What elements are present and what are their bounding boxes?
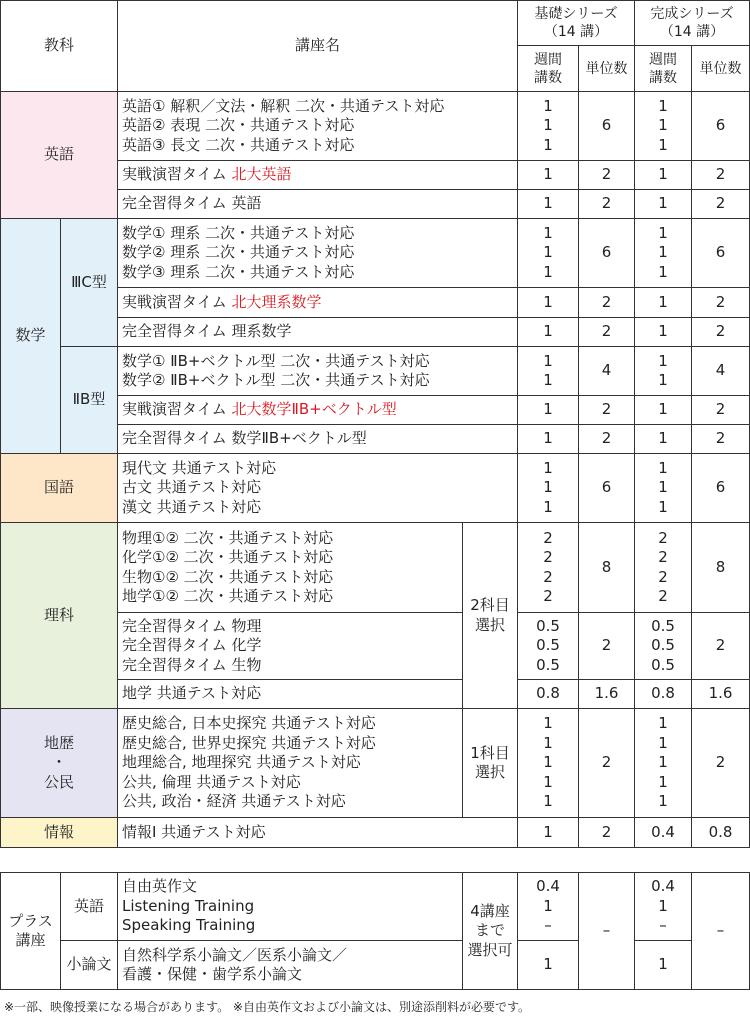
english-basic-credits: 6 xyxy=(579,92,635,161)
math-iiic-mastery: 完全習得タイム 理系数学 xyxy=(118,318,518,347)
plus-english-complete-weekly: 0.4 1 – xyxy=(635,873,692,941)
japanese-basic-credits: 6 xyxy=(579,454,635,523)
english-complete-weekly: 1 1 1 xyxy=(635,92,692,161)
math-iib-mastery: 完全習得タイム 数学ⅡB+ベクトル型 xyxy=(118,425,518,454)
info-complete-weekly: 0.4 xyxy=(635,818,692,848)
math-iiic-basic-credits: 6 xyxy=(579,219,635,288)
japanese-basic-weekly: 1 1 1 xyxy=(518,454,579,523)
math-type-iib: ⅡB型 xyxy=(61,347,118,454)
english-mastery: 完全習得タイム 英語 xyxy=(118,190,518,219)
subject-math: 数学 xyxy=(1,219,61,454)
science-basic-weekly: 2 2 2 2 xyxy=(518,523,579,613)
social-basic-credits: 2 xyxy=(579,709,635,818)
math-iiic-mastery-basic-credits: 2 xyxy=(579,318,635,347)
science-mastery-courses: 完全習得タイム 物理 完全習得タイム 化学 完全習得タイム 生物 xyxy=(118,613,463,680)
subject-info: 情報 xyxy=(1,818,118,848)
math-iiic-practice-complete-credits: 2 xyxy=(692,288,750,318)
japanese-courses: 現代文 共通テスト対応 古文 共通テスト対応 漢文 共通テスト対応 xyxy=(118,454,518,523)
science-complete-weekly: 2 2 2 2 xyxy=(635,523,692,613)
math-iib-basic-weekly: 1 1 xyxy=(518,347,579,396)
math-iib-courses: 数学① ⅡB+ベクトル型 二次・共通テスト対応 数学② ⅡB+ベクトル型 二次・共通テスト対応 xyxy=(118,347,518,396)
english-mastery-basic-weekly: 1 xyxy=(518,190,579,219)
social-courses: 歴史総合, 日本史探究 共通テスト対応 歴史総合, 世界史探究 共通テスト対応 地理総合, 地理探究 共通テスト対応 公共, 倫理 共通テスト対応 公共, 政治・経済 共通テスト対応 xyxy=(118,709,463,818)
math-type-iiic: ⅢC型 xyxy=(61,219,118,347)
math-iiic-practice-complete-weekly: 1 xyxy=(635,288,692,318)
social-complete-credits: 2 xyxy=(692,709,750,818)
science-earth-complete-weekly: 0.8 xyxy=(635,680,692,709)
science-mastery-basic-credits: 2 xyxy=(579,613,635,680)
header-complete-series: 完成シリーズ （14 講） xyxy=(635,1,750,46)
science-mastery-complete-credits: 2 xyxy=(692,613,750,680)
info-course: 情報Ⅰ 共通テスト対応 xyxy=(118,818,518,848)
english-complete-credits: 6 xyxy=(692,92,750,161)
math-iib-practice-complete-weekly: 1 xyxy=(635,396,692,425)
subject-science: 理科 xyxy=(1,523,118,709)
math-iiic-complete-weekly: 1 1 1 xyxy=(635,219,692,288)
science-earth-complete-credits: 1.6 xyxy=(692,680,750,709)
plus-essay-complete-weekly: 1 xyxy=(635,941,692,990)
info-basic-weekly: 1 xyxy=(518,818,579,848)
japanese-complete-credits: 6 xyxy=(692,454,750,523)
science-complete-credits: 8 xyxy=(692,523,750,613)
plus-essay-basic-weekly: 1 xyxy=(518,941,579,990)
math-iiic-mastery-complete-weekly: 1 xyxy=(635,318,692,347)
math-iib-practice-complete-credits: 2 xyxy=(692,396,750,425)
math-iib-basic-credits: 4 xyxy=(579,347,635,396)
math-iib-mastery-complete-weekly: 1 xyxy=(635,425,692,454)
math-iib-complete-credits: 4 xyxy=(692,347,750,396)
japanese-complete-weekly: 1 1 1 xyxy=(635,454,692,523)
header-basic-credits: 単位数 xyxy=(579,46,635,92)
plus-english-courses: 自由英作文 Listening Training Speaking Training xyxy=(118,873,463,941)
plus-essay-courses: 自然科学系小論文／医系小論文／ 看護・保健・歯学系小論文 xyxy=(118,941,463,990)
footnote: ※一部、映像授業になる場合があります。 ※自由英作文および小論文は、別途添削料が必要です。 xyxy=(4,1000,531,1014)
info-basic-credits: 2 xyxy=(579,818,635,848)
math-iib-practice-basic-credits: 2 xyxy=(579,396,635,425)
header-subject: 教科 xyxy=(1,1,118,92)
science-basic-credits: 8 xyxy=(579,523,635,613)
english-practice-basic-weekly: 1 xyxy=(518,161,579,190)
social-select-note: 1科目 選択 xyxy=(463,709,518,818)
math-iib-practice-basic-weekly: 1 xyxy=(518,396,579,425)
math-iib-mastery-basic-credits: 2 xyxy=(579,425,635,454)
english-mastery-complete-credits: 2 xyxy=(692,190,750,219)
math-iib-mastery-basic-weekly: 1 xyxy=(518,425,579,454)
math-iiic-practice: 実戦演習タイム 北大理系数学 xyxy=(118,288,518,318)
math-iib-mastery-complete-credits: 2 xyxy=(692,425,750,454)
plus-select-note: 4講座 まで 選択可 xyxy=(463,873,518,990)
plus-english-basic-weekly: 0.4 1 – xyxy=(518,873,579,941)
math-iiic-mastery-complete-credits: 2 xyxy=(692,318,750,347)
science-earth: 地学 共通テスト対応 xyxy=(118,680,463,709)
math-iiic-practice-basic-credits: 2 xyxy=(579,288,635,318)
social-basic-weekly: 1 1 1 1 1 xyxy=(518,709,579,818)
english-practice-complete-credits: 2 xyxy=(692,161,750,190)
science-select-note: 2科目 選択 xyxy=(463,523,518,709)
science-earth-basic-weekly: 0.8 xyxy=(518,680,579,709)
english-practice: 実戦演習タイム 北大英語 xyxy=(118,161,518,190)
plus-essay-label: 小論文 xyxy=(61,941,118,990)
english-practice-basic-credits: 2 xyxy=(579,161,635,190)
english-mastery-complete-weekly: 1 xyxy=(635,190,692,219)
subject-plus: プラス 講座 xyxy=(1,873,61,990)
subject-japanese: 国語 xyxy=(1,454,118,523)
plus-english-label: 英語 xyxy=(61,873,118,941)
subject-english: 英語 xyxy=(1,92,118,219)
math-iiic-practice-basic-weekly: 1 xyxy=(518,288,579,318)
english-mastery-basic-credits: 2 xyxy=(579,190,635,219)
math-iiic-basic-weekly: 1 1 1 xyxy=(518,219,579,288)
math-iiic-courses: 数学① 理系 二次・共通テスト対応 数学② 理系 二次・共通テスト対応 数学③ 理系 二次・共通テスト対応 xyxy=(118,219,518,288)
english-basic-weekly: 1 1 1 xyxy=(518,92,579,161)
header-basic-weekly: 週間 講数 xyxy=(518,46,579,92)
plus-complete-credits: – xyxy=(692,873,750,990)
plus-basic-credits: – xyxy=(579,873,635,990)
english-courses: 英語① 解釈／文法・解釈 二次・共通テスト対応 英語② 表現 二次・共通テスト対応 英語③ 長文 二次・共通テスト対応 xyxy=(118,92,518,161)
math-iiic-mastery-basic-weekly: 1 xyxy=(518,318,579,347)
science-mastery-complete-weekly: 0.5 0.5 0.5 xyxy=(635,613,692,680)
header-complete-weekly: 週間 講数 xyxy=(635,46,692,92)
english-practice-complete-weekly: 1 xyxy=(635,161,692,190)
math-iib-practice: 実戦演習タイム 北大数学ⅡB+ベクトル型 xyxy=(118,396,518,425)
plus-course-table xyxy=(0,872,750,990)
info-complete-credits: 0.8 xyxy=(692,818,750,848)
subject-social: 地歴 ・ 公民 xyxy=(1,709,118,818)
header-complete-credits: 単位数 xyxy=(692,46,750,92)
header-basic-series: 基礎シリーズ （14 講） xyxy=(518,1,635,46)
science-courses: 物理①② 二次・共通テスト対応 化学①② 二次・共通テスト対応 生物①② 二次・共通テスト対応 地学①② 二次・共通テスト対応 xyxy=(118,523,463,613)
science-earth-basic-credits: 1.6 xyxy=(579,680,635,709)
math-iib-complete-weekly: 1 1 xyxy=(635,347,692,396)
header-course-name: 講座名 xyxy=(118,1,518,92)
math-iiic-complete-credits: 6 xyxy=(692,219,750,288)
science-mastery-basic-weekly: 0.5 0.5 0.5 xyxy=(518,613,579,680)
social-complete-weekly: 1 1 1 1 1 xyxy=(635,709,692,818)
